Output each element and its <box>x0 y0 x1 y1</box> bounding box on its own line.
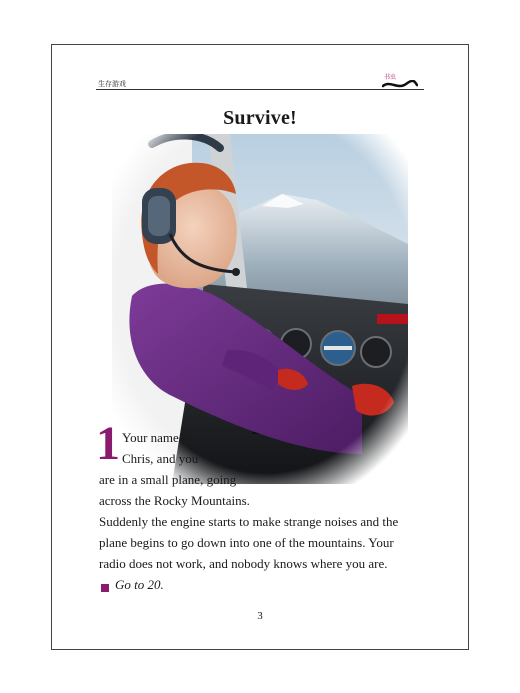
goto-link[interactable]: Go to 20. <box>115 577 164 592</box>
goto-bullet-icon <box>101 584 109 592</box>
story-line: radio does not work, and nobody knows where you are. <box>99 556 388 571</box>
running-header-section: 生存游戏 <box>98 80 126 88</box>
header-rule <box>96 89 424 90</box>
story-line: Chris, and you <box>122 451 199 466</box>
story-line: across the Rocky Mountains. <box>99 493 250 508</box>
story-number-dropcap: 1 <box>96 417 120 470</box>
story-line: Your name is <box>122 430 191 445</box>
running-header-series: 书虫 <box>384 75 397 81</box>
page-title: Survive! <box>223 107 297 129</box>
story-line: plane begins to go down into one of the mountains. Your <box>99 535 394 550</box>
page-number: 3 <box>257 610 263 622</box>
story-line: Suddenly the engine starts to make strange noises and the <box>99 514 399 529</box>
story-line: are in a small plane, going <box>99 472 237 487</box>
